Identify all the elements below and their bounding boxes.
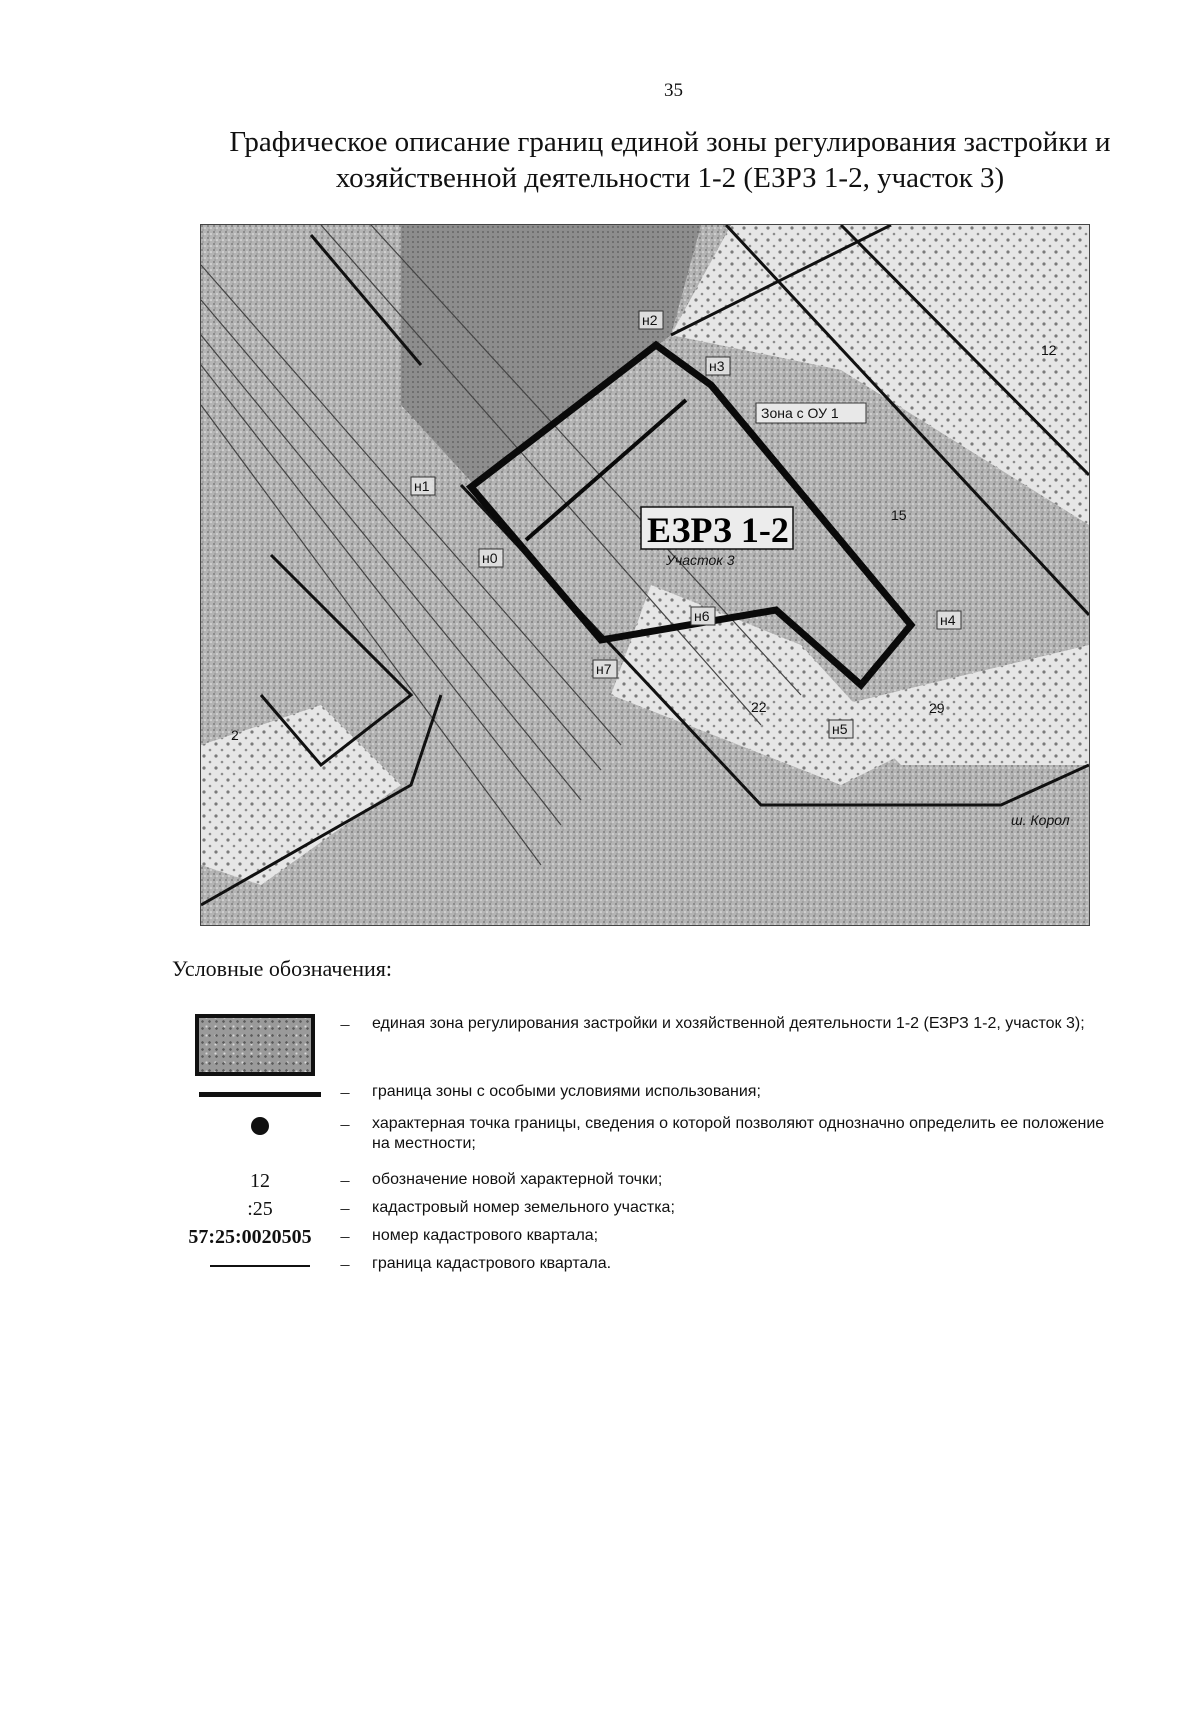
- point-label: н7: [596, 661, 612, 677]
- page-title: Графическое описание границ единой зоны регулирования застройки и хозяйственной деятельности 1-2 (ЕЗРЗ 1-2, участок 3): [229, 126, 1111, 194]
- parcel-number: 15: [891, 507, 907, 523]
- area-label: Зона с ОУ 1: [761, 405, 839, 421]
- street-label: ш. Корол: [1011, 812, 1070, 828]
- parcel-number: 2: [231, 727, 239, 743]
- cadastral-map: [200, 224, 1090, 926]
- point-label: н3: [709, 358, 725, 374]
- zone-label: ЕЗРЗ 1-2: [647, 510, 789, 550]
- parcel-number: 29: [929, 700, 945, 716]
- parcel-number: 12: [1041, 342, 1057, 358]
- quarter-boundary-line: [210, 1265, 310, 1267]
- page-number: 35: [664, 80, 683, 101]
- point-label: н6: [694, 608, 710, 624]
- point-label: н2: [642, 312, 658, 328]
- point-label: н5: [832, 721, 848, 737]
- parcel-number: 22: [751, 699, 767, 715]
- legend-title: Условные обозначения:: [172, 956, 393, 981]
- point-label: н4: [940, 612, 956, 628]
- point-label: н1: [414, 478, 430, 494]
- zone-boundary-line: [199, 1092, 321, 1097]
- boundary-point-dot: [251, 1117, 269, 1135]
- zone-sublabel: Участок 3: [666, 552, 735, 568]
- point-label: н0: [482, 550, 498, 566]
- zone-swatch: [195, 1014, 315, 1076]
